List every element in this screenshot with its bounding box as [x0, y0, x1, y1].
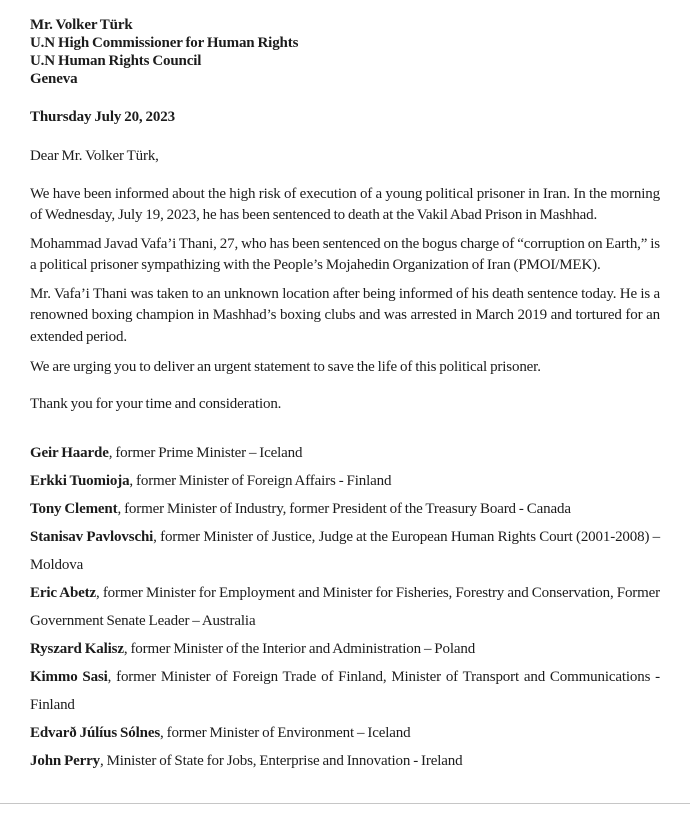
signatory-title: , former Minister of Foreign Trade of Finland, Minister of Transport and Communications - Finland	[30, 669, 660, 713]
signatory-title: , former Prime Minister – Iceland	[108, 445, 303, 461]
body-paragraph: We are urging you to deliver an urgent statement to save the life of this political prisoner.	[30, 359, 541, 375]
signatory-entry	[30, 747, 660, 775]
signatory-title: , former Minister of Environment – Iceland	[160, 725, 411, 741]
signatory-entry	[30, 495, 660, 523]
signatory-title: , former Minister for Employment and Minister for Fisheries, Forestry and Conservation, Former Government Senate Leader – Australia	[30, 585, 661, 629]
signatory-title: , former Minister of Justice, Judge at the European Human Rights Court (2001-2008) – Moldova	[30, 529, 661, 573]
letter-date: Thursday July 20, 2023	[30, 109, 175, 125]
signatory-name: Tony Clement	[30, 501, 118, 517]
signatory-name: Ryszard Kalisz	[30, 641, 124, 657]
body-paragraph: We have been informed about the high risk of execution of a young political prisoner in Iran. In the morning of Wednesday, July 19, 2023, he has been sentenced to death at the Vakil Abad Prison in Mashhad.	[30, 185, 660, 223]
signatory-title: , former Minister of Foreign Affairs - Finland	[129, 473, 392, 489]
signatory-entry	[30, 579, 660, 635]
signatory-name: Erkki Tuomioja	[30, 473, 130, 489]
recipient-org: U.N Human Rights Council	[30, 53, 202, 69]
recipient-city: Geneva	[30, 71, 78, 87]
signatory-title: , former Minister of the Interior and Administration – Poland	[123, 641, 476, 657]
signatory-name: Stanisav Pavlovschi	[30, 529, 154, 545]
body-paragraph: Mohammad Javad Vafa’i Thani, 27, who has been sentenced on the bogus charge of “corruption on Earth,” is a political prisoner sympathizing with the People’s Mojahedin Organization of Iran (PMOI/MEK).	[30, 235, 660, 273]
body-paragraph: Thank you for your time and consideration.	[30, 395, 282, 412]
signatory-entry	[30, 439, 660, 467]
signatory-title: , Minister of State for Jobs, Enterprise and Innovation - Ireland	[99, 753, 463, 769]
recipient-title: U.N High Commissioner for Human Rights	[30, 35, 299, 51]
signatory-entry	[30, 719, 660, 747]
body-paragraph: Mr. Vafa’i Thani was taken to an unknown location after being informed of his death sentence today. He is a renowned boxing champion in Mashhad’s boxing clubs and was arrested in March 2019 and tortured for an extended period.	[30, 285, 660, 345]
signatory-entry	[30, 467, 660, 495]
recipient-address-block	[30, 16, 660, 88]
signatory-title: , former Minister of Industry, former President of the Treasury Board - Canada	[117, 501, 571, 517]
signatory-name: Kimmo Sasi	[30, 669, 108, 685]
signatory-entry	[30, 663, 660, 719]
recipient-name: Mr. Volker Türk	[30, 17, 133, 33]
signatory-name: John Perry	[30, 753, 100, 769]
signatories-list	[30, 439, 660, 775]
signatory-name: Edvarð Júlíus Sólnes	[30, 725, 161, 741]
signatory-entry	[30, 523, 660, 579]
signatory-entry	[30, 635, 660, 663]
salutation: Dear Mr. Volker Türk,	[30, 148, 159, 164]
signatory-name: Geir Haarde	[30, 445, 109, 461]
signatory-name: Eric Abetz	[30, 585, 97, 601]
